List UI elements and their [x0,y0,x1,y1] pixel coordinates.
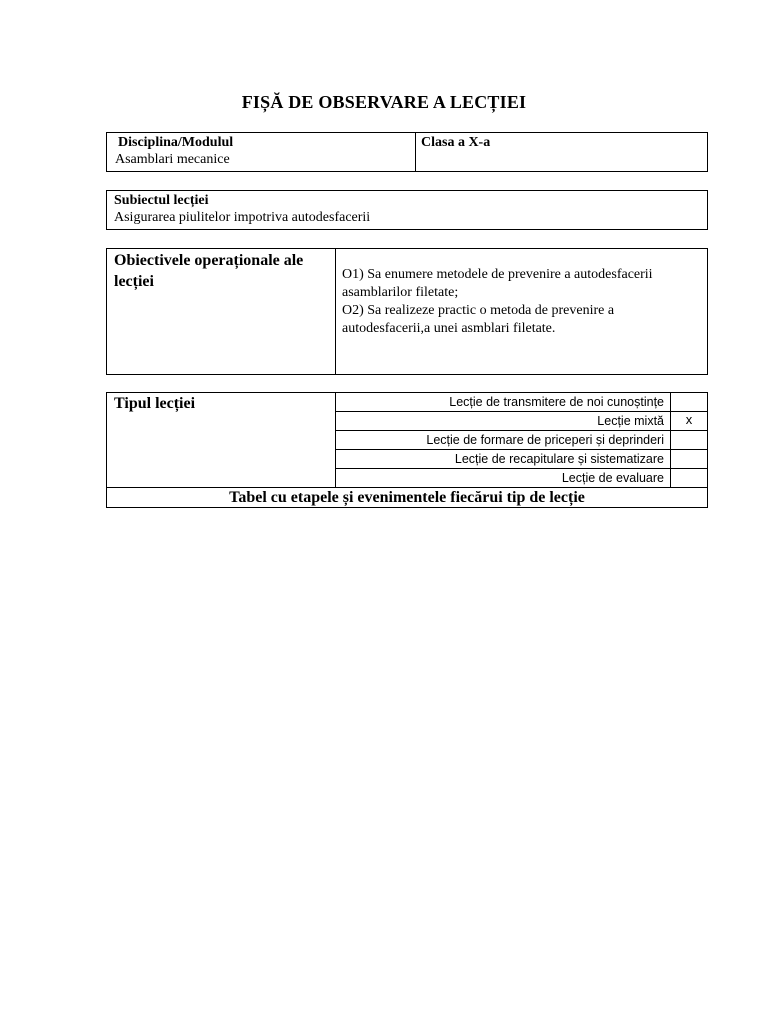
lesson-stages-heading: Tabel cu etapele și evenimentele fiecărui tip de lecție [107,488,708,508]
lesson-type-option-label: Lecție de evaluare [336,469,671,488]
subject-table [106,190,708,230]
lesson-type-label: Tipul lecției [107,393,336,488]
discipline-cell [107,133,416,172]
lesson-type-option-label: Lecție de formare de priceperi și deprinderi [336,431,671,450]
class-label: Clasa a X-a [421,135,491,150]
page-title: FIȘĂ DE OBSERVARE A LECȚIEI [241,92,527,112]
discipline-value: Asamblari mecanice [115,152,230,167]
subject-cell [107,191,708,230]
lesson-type-option-label: Lecție de recapitulare și sistematizare [336,450,671,469]
lesson-type-option-mark [671,431,708,450]
subject-label: Subiectul lecției [114,193,209,208]
lesson-type-option-label: Lecție de transmitere de noi cunoștințe [336,393,671,412]
objectives-label: Obiectivele operaționale ale lecției [107,249,336,375]
objectives-table [106,248,708,375]
lesson-type-option-label: Lecție mixtă [336,412,671,431]
objective-item-2: O2) Sa realizeze practic o metoda de prevenire a autodesfacerii,a unei asmblari filetate. [342,303,615,336]
discipline-table [106,132,708,172]
lesson-type-table [106,392,708,508]
subject-value: Asigurarea piulitelor impotriva autodesfacerii [114,210,371,225]
objectives-list [336,249,708,375]
objective-item-1: O1) Sa enumere metodele de prevenire a autodesfacerii asamblarilor filetate; [342,267,653,300]
lesson-type-option-mark: x [671,412,708,431]
lesson-type-option-mark [671,469,708,488]
lesson-type-option-mark [671,450,708,469]
lesson-type-option-mark [671,393,708,412]
class-cell [416,133,708,172]
discipline-label: Disciplina/Modulul [118,135,234,150]
